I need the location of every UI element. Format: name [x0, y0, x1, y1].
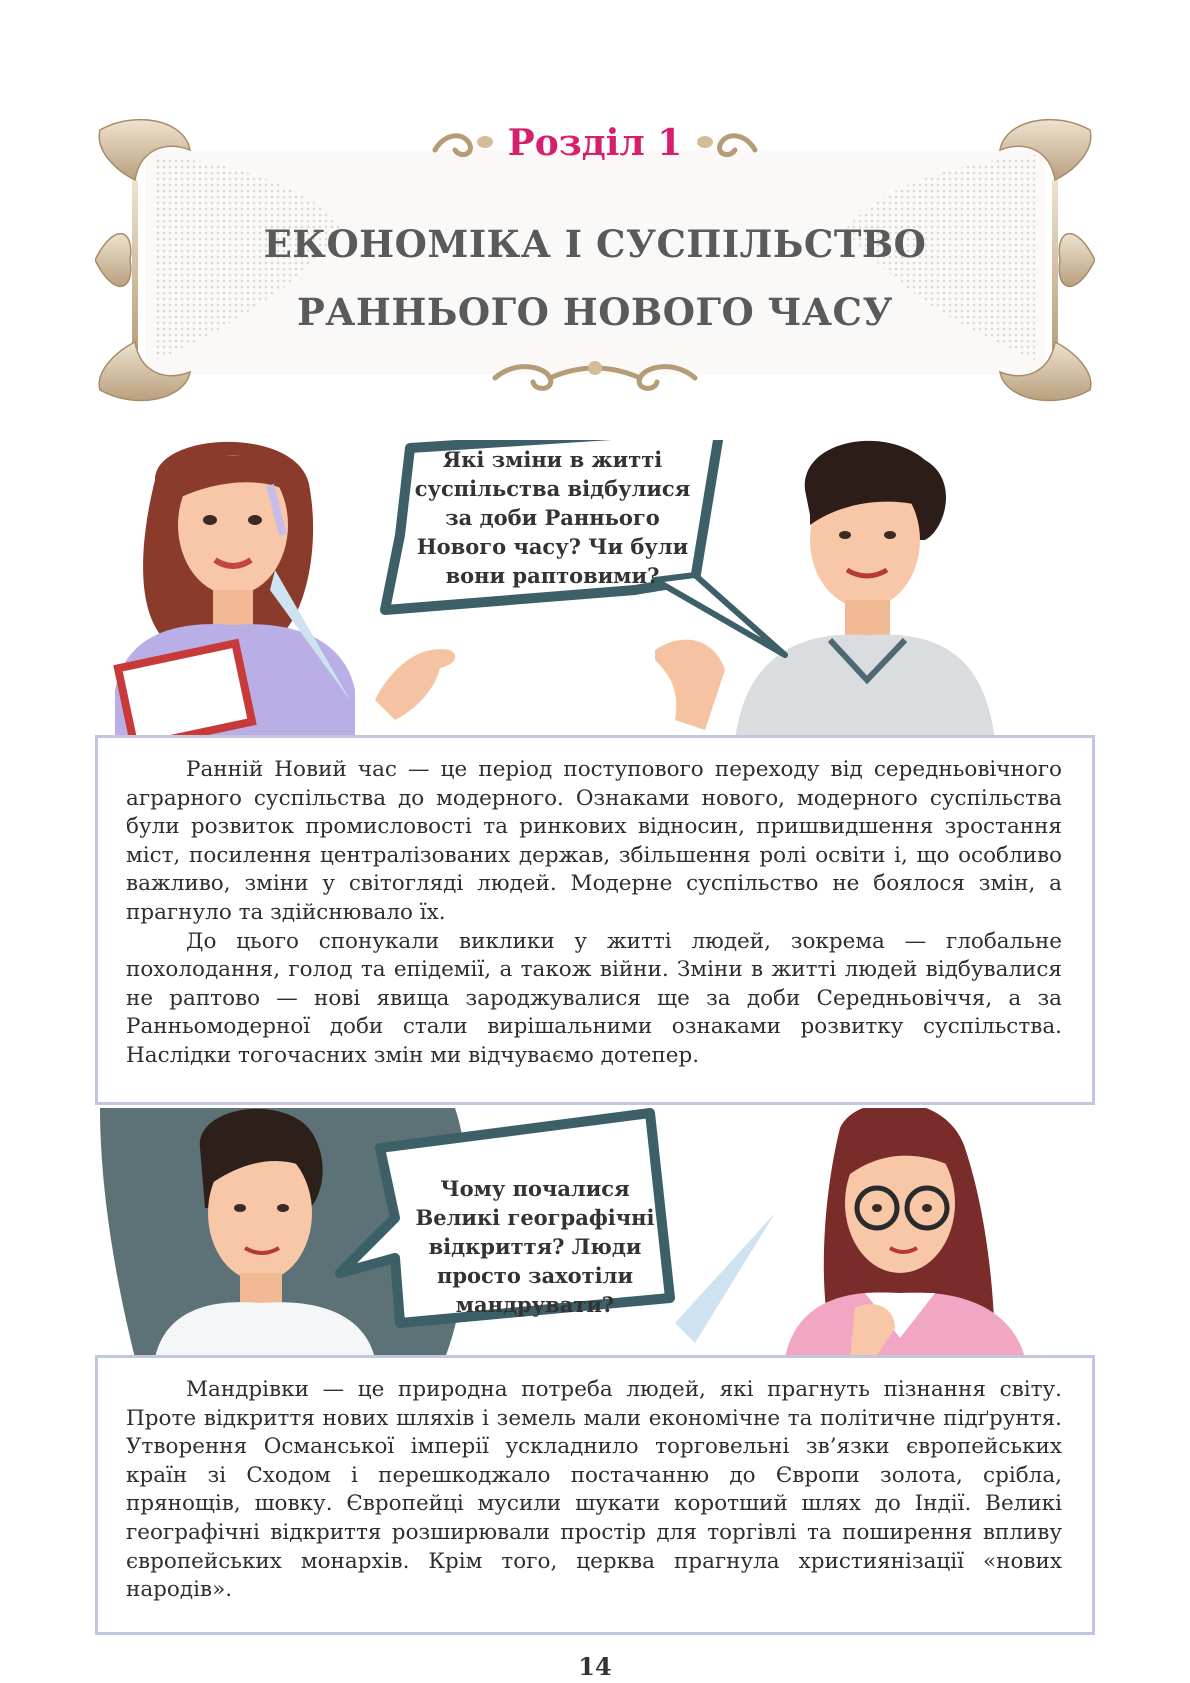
chapter-banner	[95, 110, 1095, 410]
text-box-1	[95, 735, 1095, 1105]
dialogue-scene-1	[95, 440, 1095, 740]
paragraph-causes-of-change: До цього спонукали виклики у житті людей, зокрема — глобальне похолодання, голод та епідемії, а також війни. Зміни в житті людей відбувалися не раптово — нові явища зароджувалися ще за доби Середньовіччя, а за Ранньомодерної доби стали вирішальними ознаками розвитку суспільства. Наслідки тогочасних змін ми відчуваємо дотепер.	[126, 928, 1062, 1068]
section-label: Розділ 1	[507, 122, 683, 164]
dialogue-scene-2	[95, 1108, 1095, 1358]
woman-character-illustration	[115, 442, 355, 740]
chapter-title-line1: ЕКОНОМІКА І СУСПІЛЬСТВО	[263, 222, 927, 266]
paragraph-early-modern-definition: Ранній Новий час — це період поступового переходу від середньовічного аграрного суспільства до модерного. Ознаками нового, модерного суспільства були розвиток промисловості та ринкових відносин, пришвидшення зростання міст, посилення централізованих держав, збільшення ролі освіти і, що особливо важливо, зміни у світогляді людей. Модерне суспільство не боялося змін, а прагнуло та здійснювало їх.	[126, 757, 1062, 925]
question-1: Які зміни в житті суспільства відбулися за доби Раннього Нового часу? Чи були вони раптовими?	[414, 447, 691, 588]
chapter-title-line2: РАННЬОГО НОВОГО ЧАСУ	[296, 290, 894, 334]
chapter-title	[95, 210, 1095, 346]
young-woman-character-illustration	[675, 1108, 1025, 1358]
question-2: Чому почалися Великі географічні відкриття? Люди просто захотіли мандрувати?	[415, 1176, 655, 1317]
paragraph-geographic-discoveries: Мандрівки — це природна потреба людей, які прагнуть пізнання світу. Проте відкриття нових шляхів і земель мали економічне та політичне підґрунтя. Утворення Османської імперії ускладнило торговельні зв’язки європейських країн зі Сходом і перешкоджало постачанню до Європи золота, срібла, прянощів, шовку. Європейці мусили шукати коротший шлях до Індії. Великі географічні відкриття розширювали простір для торгівлі та поширення впливу європейських монархів. Крім того, церква прагнула християнізації «нових народів».	[126, 1377, 1062, 1603]
text-box-2	[95, 1355, 1095, 1635]
page-number: 14	[578, 1652, 612, 1681]
man-character-illustration	[735, 441, 995, 740]
